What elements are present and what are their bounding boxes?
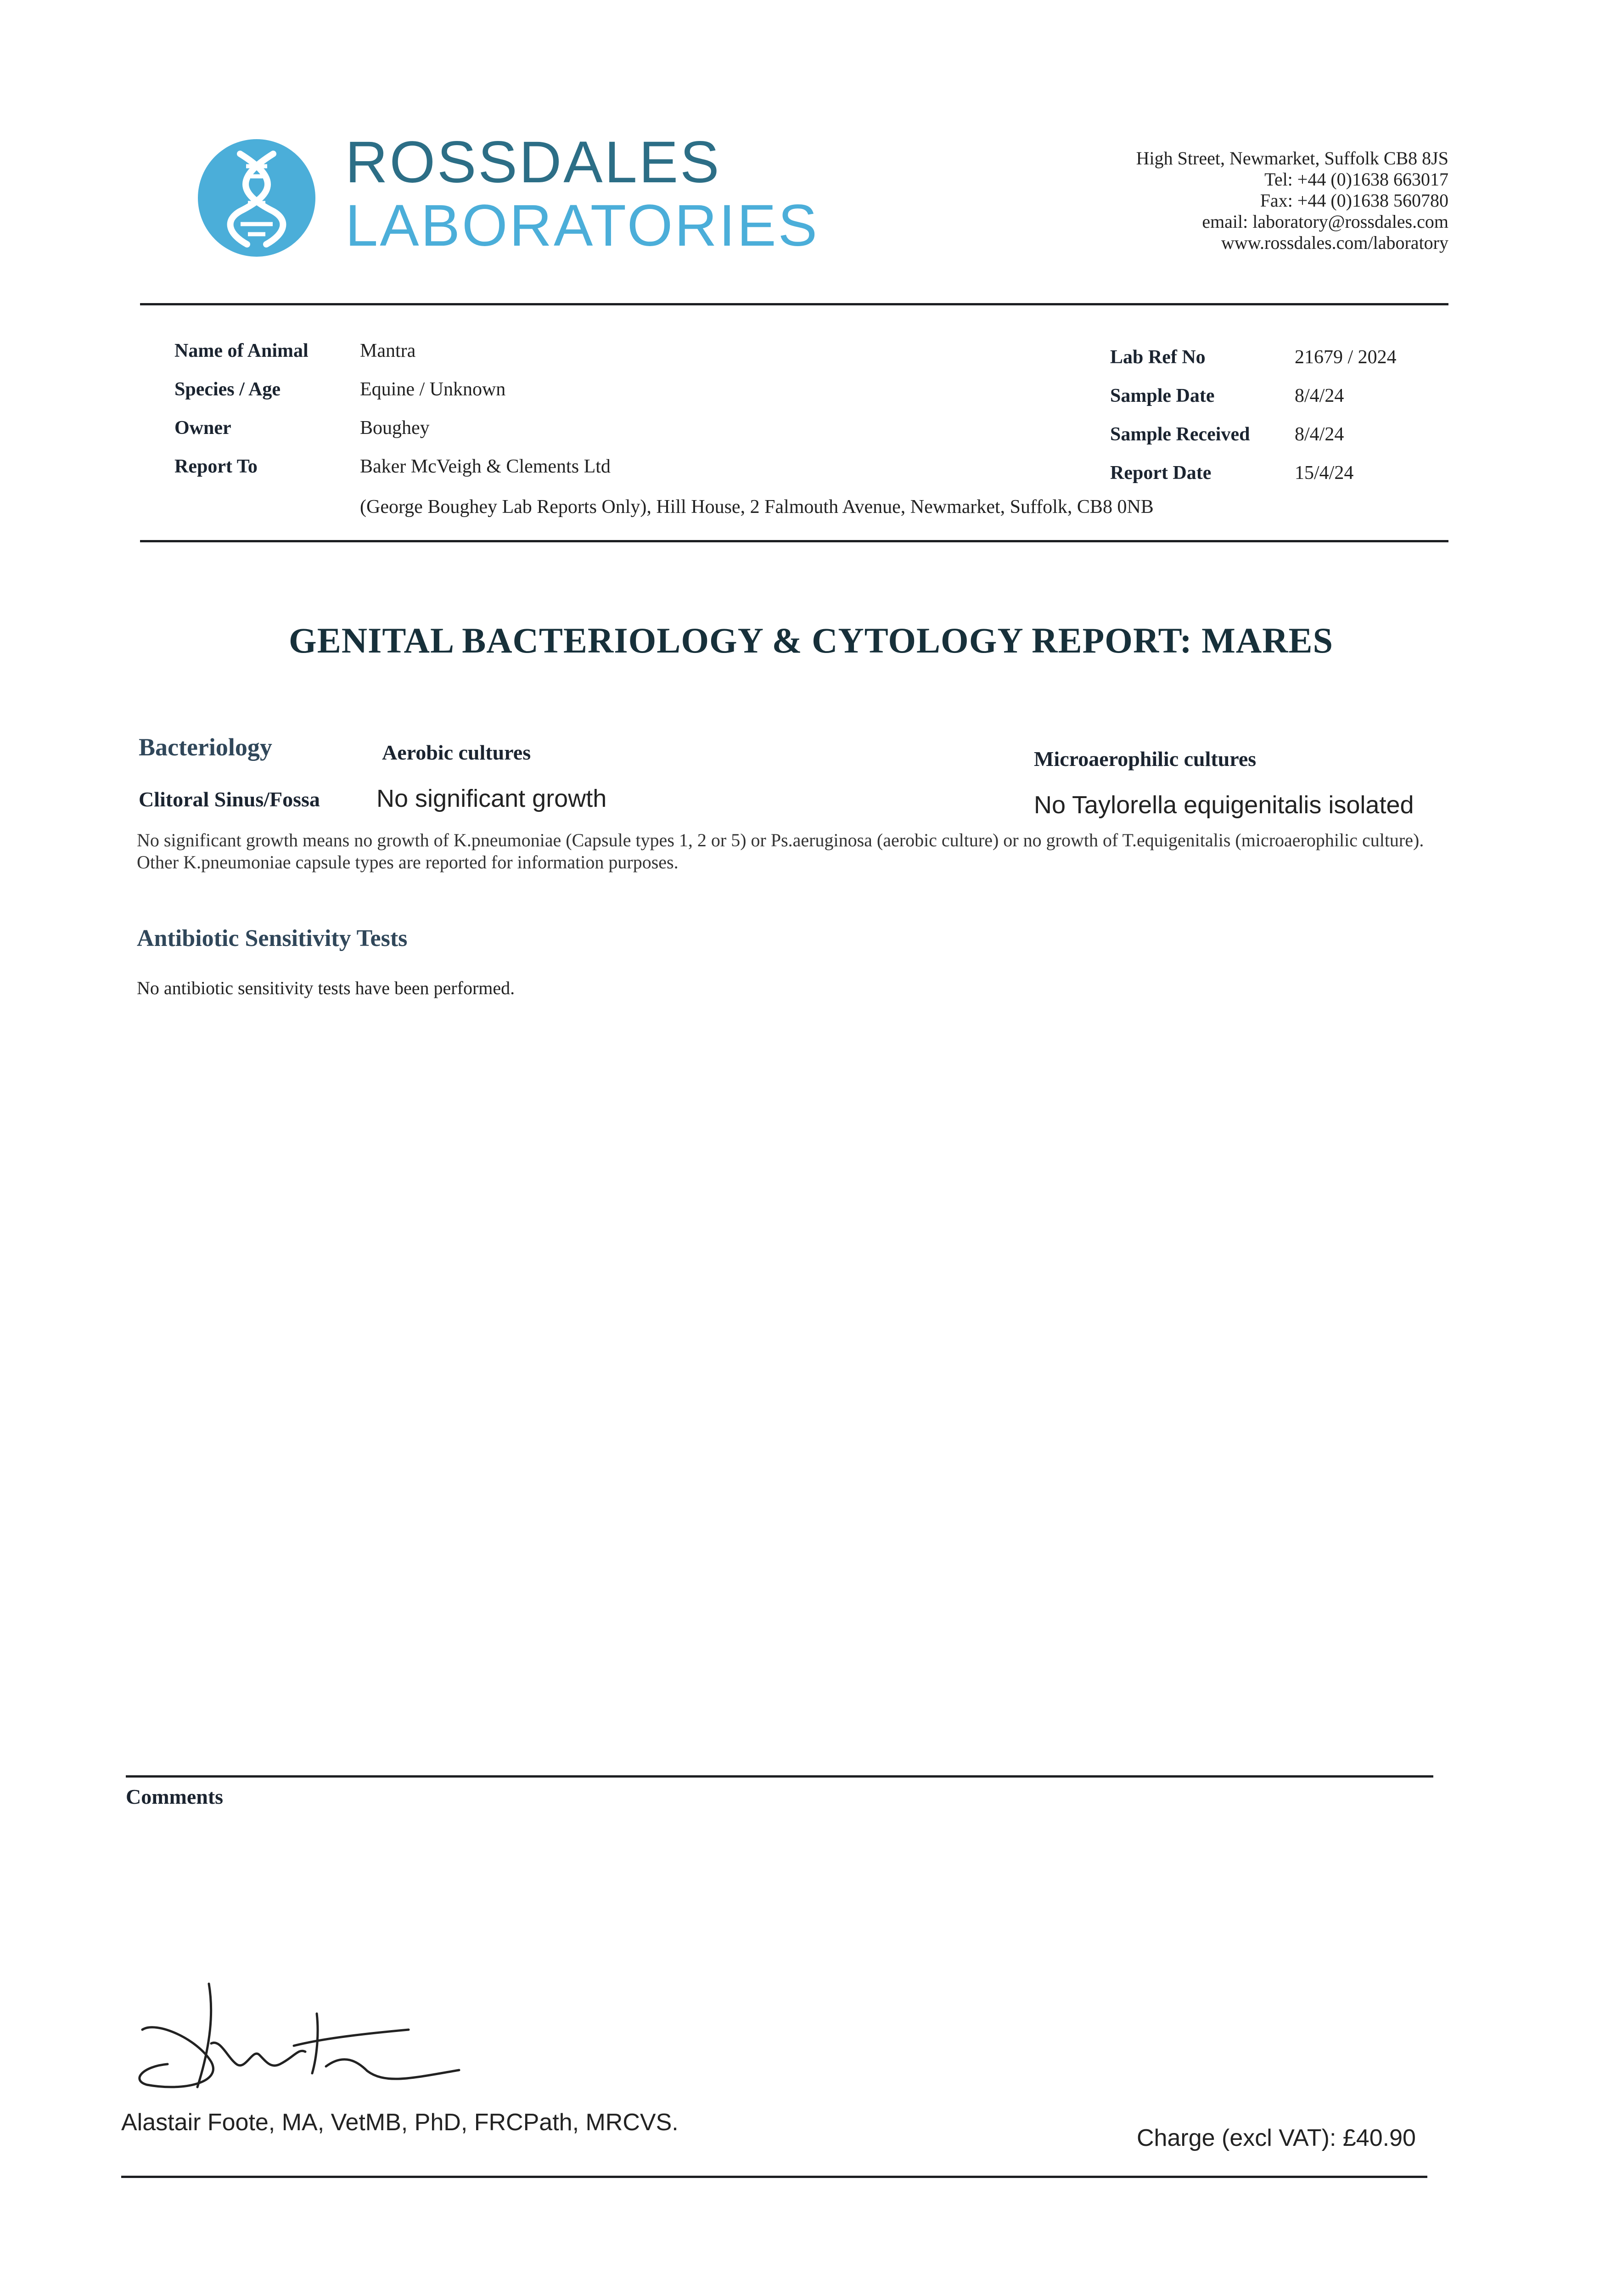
contact-website: www.rossdales.com/laboratory (1221, 232, 1448, 253)
dna-logo-icon (196, 138, 317, 258)
antibiotic-heading: Antibiotic Sensitivity Tests (137, 925, 408, 951)
report-to-address: (George Boughey Lab Reports Only), Hill House, 2 Falmouth Avenue, Newmarket, Suffolk, CB8 0NB (360, 496, 1154, 518)
sample-received-label: Sample Received (1110, 424, 1250, 445)
animal-name-label: Name of Animal (174, 340, 309, 361)
report-date-value: 15/4/24 (1295, 462, 1354, 484)
report-title: GENITAL BACTERIOLOGY & CYTOLOGY REPORT: MARES (289, 620, 1333, 660)
brand-name: ROSSDALES (345, 129, 721, 195)
species-label: Species / Age (174, 379, 281, 400)
footer-divider (121, 2176, 1427, 2178)
antibiotic-text: No antibiotic sensitivity tests have been performed. (137, 978, 515, 998)
contact-tel: Tel: +44 (0)1638 663017 (1264, 169, 1448, 190)
species-value: Equine / Unknown (360, 379, 506, 400)
sample-date-label: Sample Date (1110, 385, 1215, 406)
charge-amount: Charge (excl VAT): £40.90 (1137, 2125, 1416, 2151)
bacteriology-heading: Bacteriology (139, 733, 272, 761)
header-divider (140, 303, 1448, 305)
animal-name-value: Mantra (360, 340, 416, 361)
report-date-label: Report Date (1110, 462, 1212, 484)
brand-subname: LABORATORIES (345, 193, 819, 259)
signer-name: Alastair Foote, MA, VetMB, PhD, FRCPath, MRCVS. (121, 2109, 679, 2136)
comments-divider (126, 1775, 1433, 1778)
sample-site-label: Clitoral Sinus/Fossa (139, 788, 320, 811)
sample-date-value: 8/4/24 (1295, 385, 1344, 406)
microaerophilic-result: No Taylorella equigenitalis isolated (1034, 791, 1414, 819)
lab-ref-label: Lab Ref No (1110, 347, 1206, 368)
owner-value: Boughey (360, 417, 430, 439)
sample-received-value: 8/4/24 (1295, 424, 1344, 445)
info-divider (140, 540, 1448, 542)
report-to-value: Baker McVeigh & Clements Ltd (360, 456, 611, 477)
lab-ref-value: 21679 / 2024 (1295, 347, 1397, 368)
report-to-label: Report To (174, 456, 258, 477)
contact-block (1136, 148, 1448, 253)
contact-fax: Fax: +44 (0)1638 560780 (1260, 190, 1448, 211)
contact-address: High Street, Newmarket, Suffolk CB8 8JS (1136, 148, 1448, 169)
contact-email: email: laboratory@rossdales.com (1202, 211, 1448, 232)
aerobic-cultures-heading: Aerobic cultures (382, 741, 531, 764)
bacteriology-note: No significant growth means no growth of K.pneumoniae (Capsule types 1, 2 or 5) or Ps.aeruginosa (aerobic culture) or no growth of T.equigenitalis (microaerophilic culture). Other K.pneumoniae capsule types are reported for information purposes. (137, 830, 1424, 872)
aerobic-result: No significant growth (376, 785, 607, 812)
owner-label: Owner (174, 417, 231, 439)
microaerophilic-cultures-heading: Microaerophilic cultures (1034, 747, 1257, 771)
signature-image (129, 1970, 468, 2103)
comments-heading: Comments (126, 1785, 224, 1808)
